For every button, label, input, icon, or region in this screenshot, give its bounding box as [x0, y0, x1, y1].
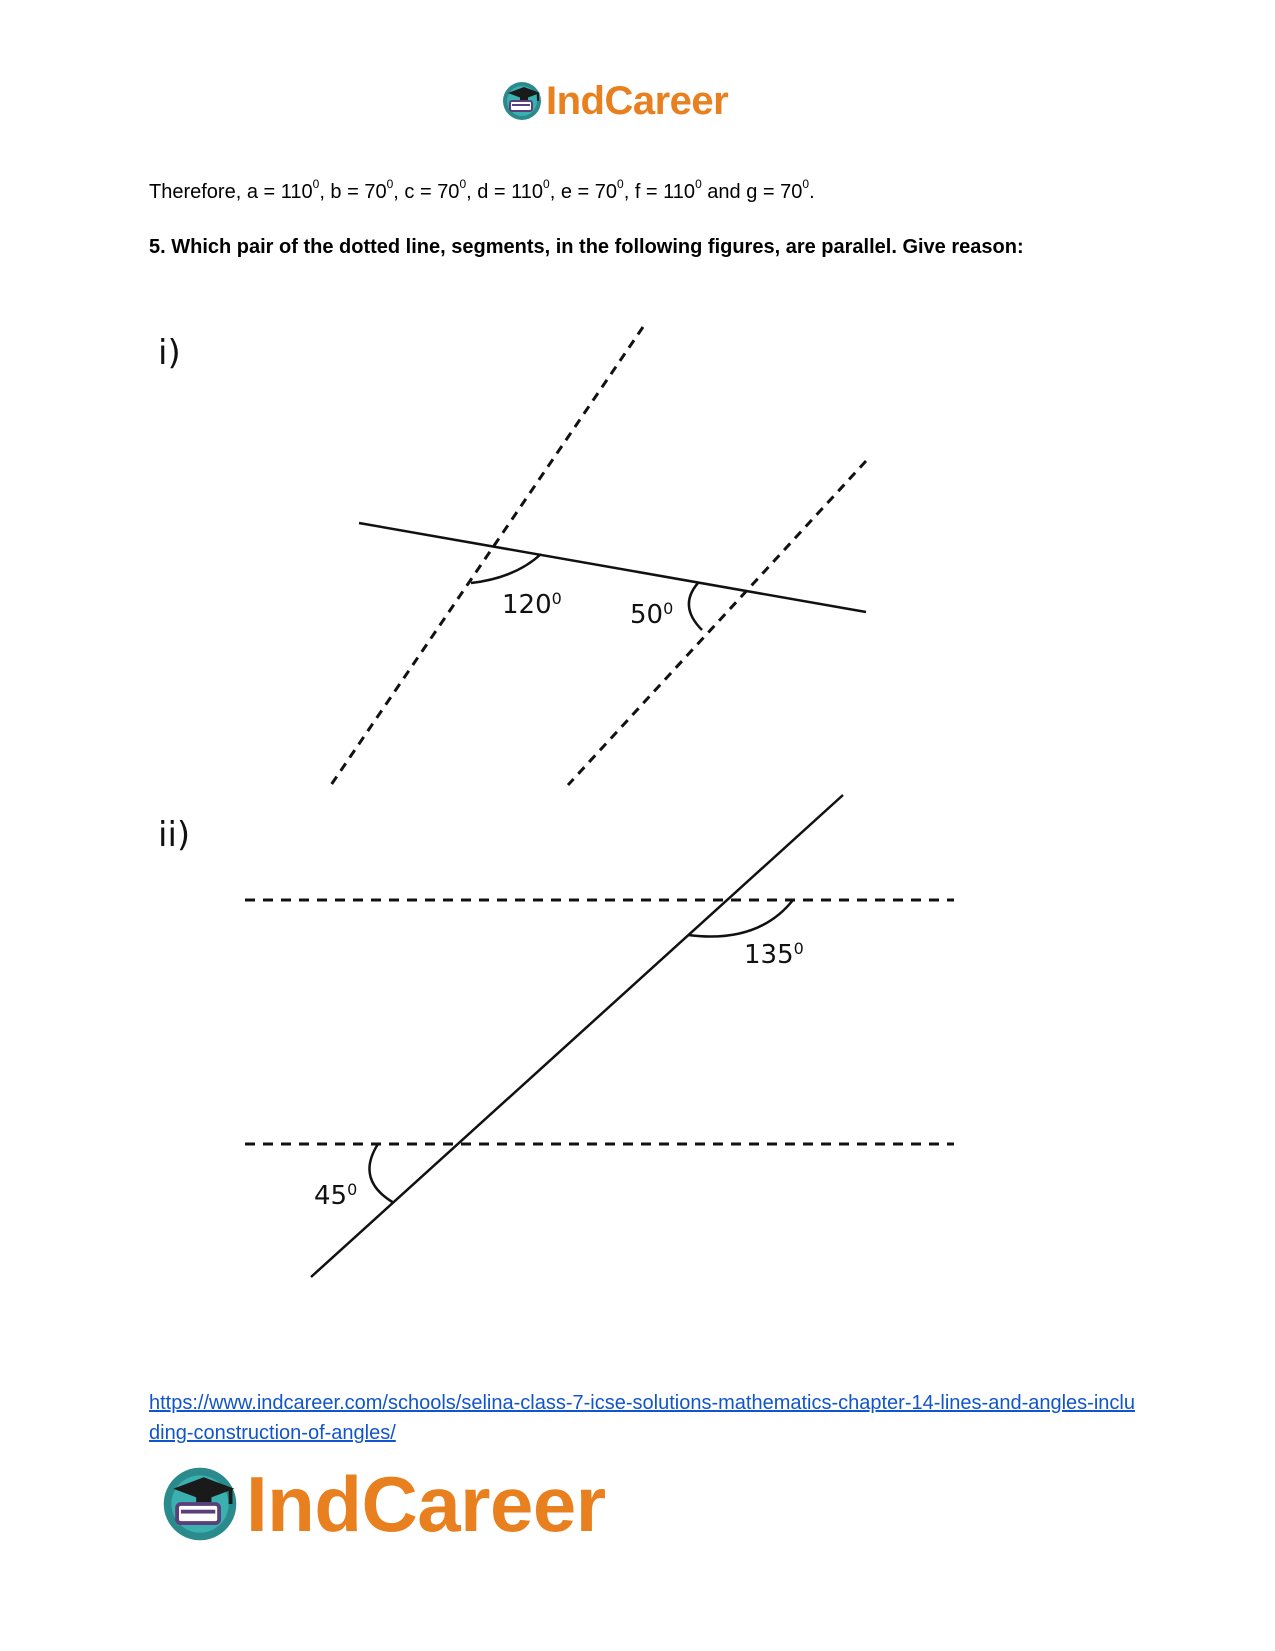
- angle-label-120: $120^0$: [502, 589, 562, 620]
- transversal-ii: [311, 795, 843, 1277]
- footer-logo: [158, 1459, 606, 1548]
- dotted-line-left: [331, 327, 643, 785]
- question-heading: 5. Which pair of the dotted line, segments, in the following figures, are parallel. Give reason:: [149, 236, 1024, 258]
- angle-label-50: $50^0$: [630, 599, 674, 630]
- graduation-cap-book-icon: [158, 1462, 242, 1546]
- angle-arc-120: [471, 554, 541, 583]
- transversal-i: [359, 523, 866, 612]
- figure-ii: [245, 795, 954, 1277]
- figure-i-label: i): [158, 333, 181, 373]
- angle-arc-45: [369, 1144, 394, 1203]
- logo-text: IndCareer: [246, 1459, 606, 1548]
- source-link[interactable]: https://www.indcareer.com/schools/selina-class-7-icse-solutions-mathematics-chapter-14-lines-and-angles-including-construction-of-angles/: [149, 1392, 1135, 1444]
- angle-arc-135: [688, 900, 793, 937]
- logo-text: IndCareer: [546, 78, 729, 123]
- angle-label-135: $135^0$: [744, 939, 804, 970]
- figure-ii-label: ii): [158, 815, 191, 855]
- answer-text: Therefore, $a = 110^0$, $b = 70^0$, $c = 70^0$, $d = 110^0$, $e = 70^0$, $f = 110^0$ and $g = 70^0$.: [149, 177, 815, 203]
- angle-label-45: $45^0$: [314, 1180, 358, 1211]
- angle-arc-50: [689, 583, 702, 630]
- figure-i: [331, 327, 866, 785]
- dotted-line-right: [568, 461, 866, 785]
